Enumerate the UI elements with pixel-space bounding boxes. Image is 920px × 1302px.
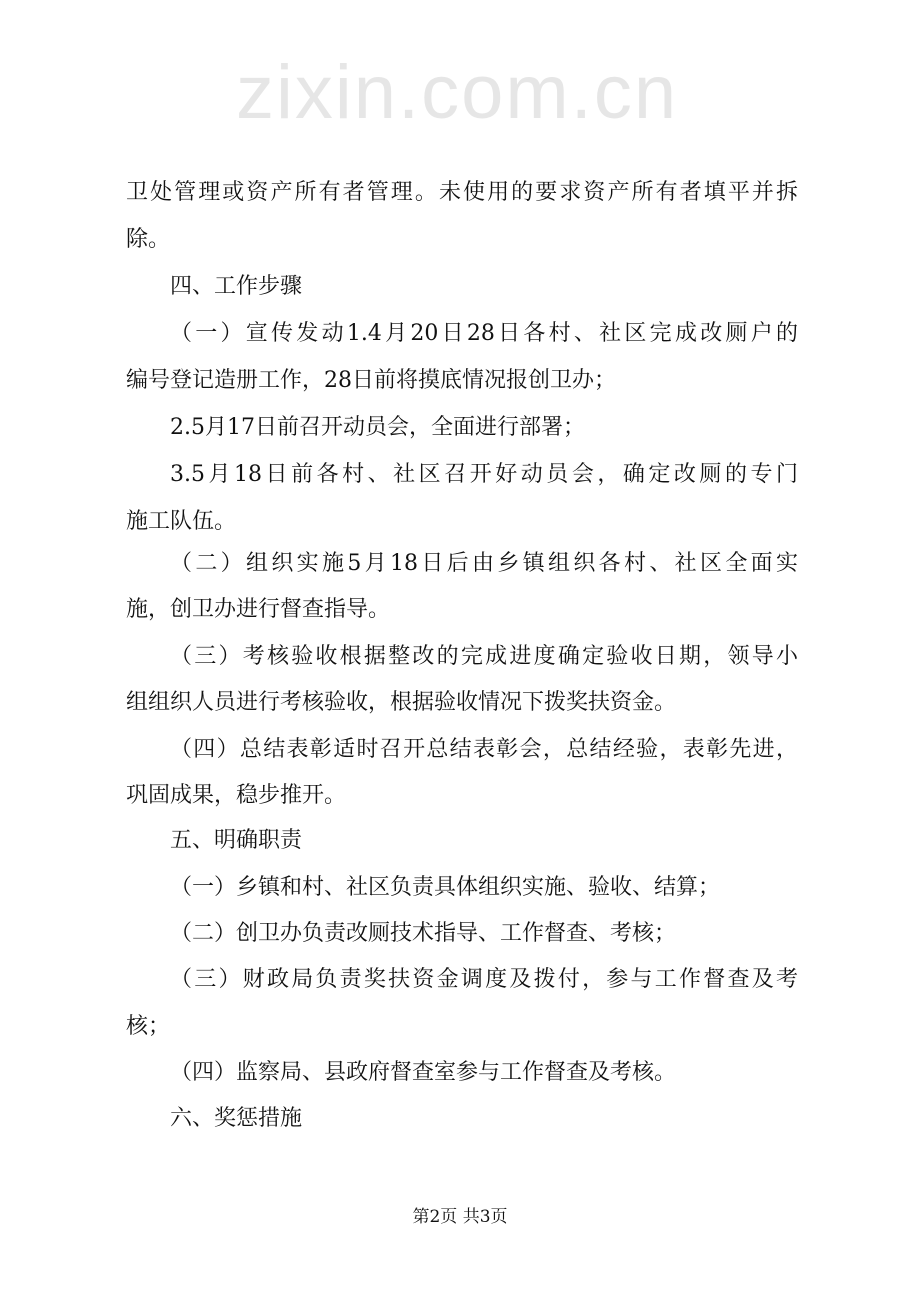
section-heading: 五、明确职责 [170, 828, 303, 853]
paragraph-line: （二）组织实施5月18日后由乡镇组织各村、社区全面实 [170, 551, 798, 576]
paragraph-line: 巩固成果，稳步推开。 [126, 783, 347, 808]
paragraph-line: （二）创卫办负责改厕技术指导、工作督查、考核； [170, 921, 677, 946]
paragraph-line: （一）乡镇和村、社区负责具体组织实施、验收、结算； [170, 875, 721, 900]
paragraph-line: （三）财政局负责奖扶资金调度及拨付，参与工作督查及考 [170, 967, 798, 992]
paragraph-line: （四）总结表彰适时召开总结表彰会，总结经验，表彰先进， [170, 737, 798, 762]
paragraph-line: 编号登记造册工作，28日前将摸底情况报创卫办； [126, 368, 616, 393]
paragraph-line: （三）考核验收根据整改的完成进度确定验收日期，领导小 [170, 644, 798, 669]
paragraph-line: 施工队伍。 [126, 509, 237, 534]
section-heading: 四、工作步骤 [170, 274, 303, 299]
paragraph-line: 施，创卫办进行督查指导。 [126, 597, 391, 622]
page-number-footer: 第2页 共3页 [412, 1207, 508, 1227]
paragraph-line: 2.5月17日前召开动员会，全面进行部署； [170, 415, 585, 440]
watermark: zixin.com.cn [236, 50, 679, 135]
paragraph-line: 组组织人员进行考核验收，根据验收情况下拨奖扶资金。 [126, 690, 677, 715]
paragraph-line: 卫处管理或资产所有者管理。未使用的要求资产所有者填平并拆 [126, 180, 798, 205]
paragraph-line: （一）宣传发动1.4月20日28日各村、社区完成改厕户的 [170, 321, 798, 346]
paragraph-line: （四）监察局、县政府督查室参与工作督查及考核。 [170, 1060, 677, 1085]
paragraph-line: 除。 [126, 227, 171, 252]
paragraph-line: 核； [126, 1014, 171, 1039]
paragraph-line: 3.5月18日前各村、社区召开好动员会，确定改厕的专门 [170, 462, 798, 487]
section-heading: 六、奖惩措施 [170, 1106, 303, 1131]
